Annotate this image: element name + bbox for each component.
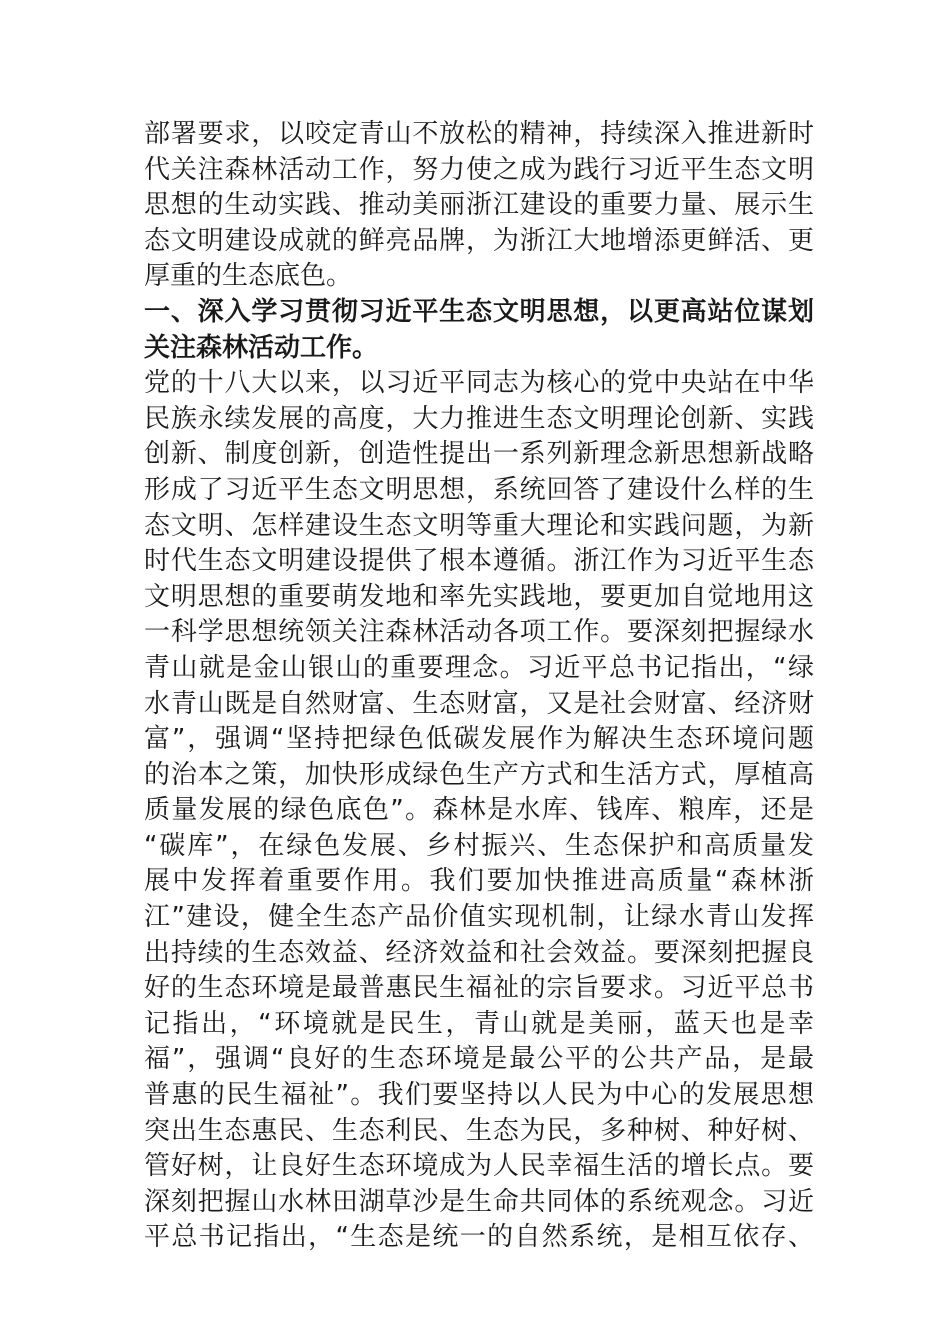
text-line: 创新、制度创新，创造性提出一系列新理念新思想新战略	[144, 439, 814, 470]
body-text	[144, 117, 814, 1256]
text-line: 思想的生动实践、推动美丽浙江建设的重要力量、展示生	[144, 190, 814, 221]
text-line: 态文明建设成就的鲜亮品牌，为浙江大地增添更鲜活、更	[144, 225, 814, 256]
text-line: 态文明、怎样建设生态文明等重大理论和实践问题，为新	[144, 510, 814, 541]
section-heading: 关注森林活动工作。	[144, 332, 379, 363]
text-line: 富”，强调“坚持把绿色低碳发展作为解决生态环境问题	[144, 724, 814, 755]
text-line: “碳库”，在绿色发展、乡村振兴、生态保护和高质量发	[144, 830, 814, 861]
text-line: 青山就是金山银山的重要理念。习近平总书记指出，“绿	[144, 652, 814, 683]
text-line: 管好树，让良好生态环境成为人民幸福生活的增长点。要	[144, 1151, 814, 1182]
text-line: 记指出，“环境就是民生，青山就是美丽，蓝天也是幸	[144, 1008, 814, 1039]
text-line: 代关注森林活动工作，努力使之成为践行习近平生态文明	[144, 154, 814, 185]
text-line: 部署要求，以咬定青山不放松的精神，持续深入推进新时	[144, 119, 814, 149]
text-line: 好的生态环境是最普惠民生福祉的宗旨要求。习近平总书	[144, 973, 814, 1004]
text-line: 一科学思想统领关注森林活动各项工作。要深刻把握绿水	[144, 617, 814, 648]
section-heading: 一、深入学习贯彻习近平生态文明思想，以更高站位谋划	[144, 296, 814, 327]
text-line: 深刻把握山水林田湖草沙是生命共同体的系统观念。习近	[144, 1186, 814, 1217]
text-line: 普惠的民生福祉”。我们要坚持以人民为中心的发展思想	[144, 1080, 814, 1111]
text-line: 平总书记指出，“生态是统一的自然系统，是相互依存、	[144, 1222, 814, 1253]
text-line: 形成了习近平生态文明思想，系统回答了建设什么样的生	[144, 474, 814, 505]
text-line: 的治本之策，加快形成绿色生产方式和生活方式，厚植高	[144, 759, 814, 790]
text-line: 质量发展的绿色底色”。森林是水库、钱库、粮库，还是	[144, 795, 814, 826]
text-line: 文明思想的重要萌发地和率先实践地，要更加自觉地用这	[144, 581, 814, 612]
text-line: 福”，强调“良好的生态环境是最公平的公共产品，是最	[144, 1044, 814, 1075]
text-line: 江”建设，健全生态产品价值实现机制，让绿水青山发挥	[144, 902, 814, 933]
text-line: 出持续的生态效益、经济效益和社会效益。要深刻把握良	[144, 937, 814, 968]
text-line: 党的十八大以来，以习近平同志为核心的党中央站在中华	[144, 368, 814, 399]
text-line: 展中发挥着重要作用。我们要加快推进高质量“森林浙	[144, 866, 814, 897]
text-line: 厚重的生态底色。	[144, 261, 353, 292]
text-line: 民族永续发展的高度，大力推进生态文明理论创新、实践	[144, 403, 814, 434]
text-line: 水青山既是自然财富、生态财富，又是社会财富、经济财	[144, 688, 814, 719]
text-line: 时代生态文明建设提供了根本遵循。浙江作为习近平生态	[144, 546, 814, 577]
text-line: 突出生态惠民、生态利民、生态为民，多种树、种好树、	[144, 1115, 814, 1146]
